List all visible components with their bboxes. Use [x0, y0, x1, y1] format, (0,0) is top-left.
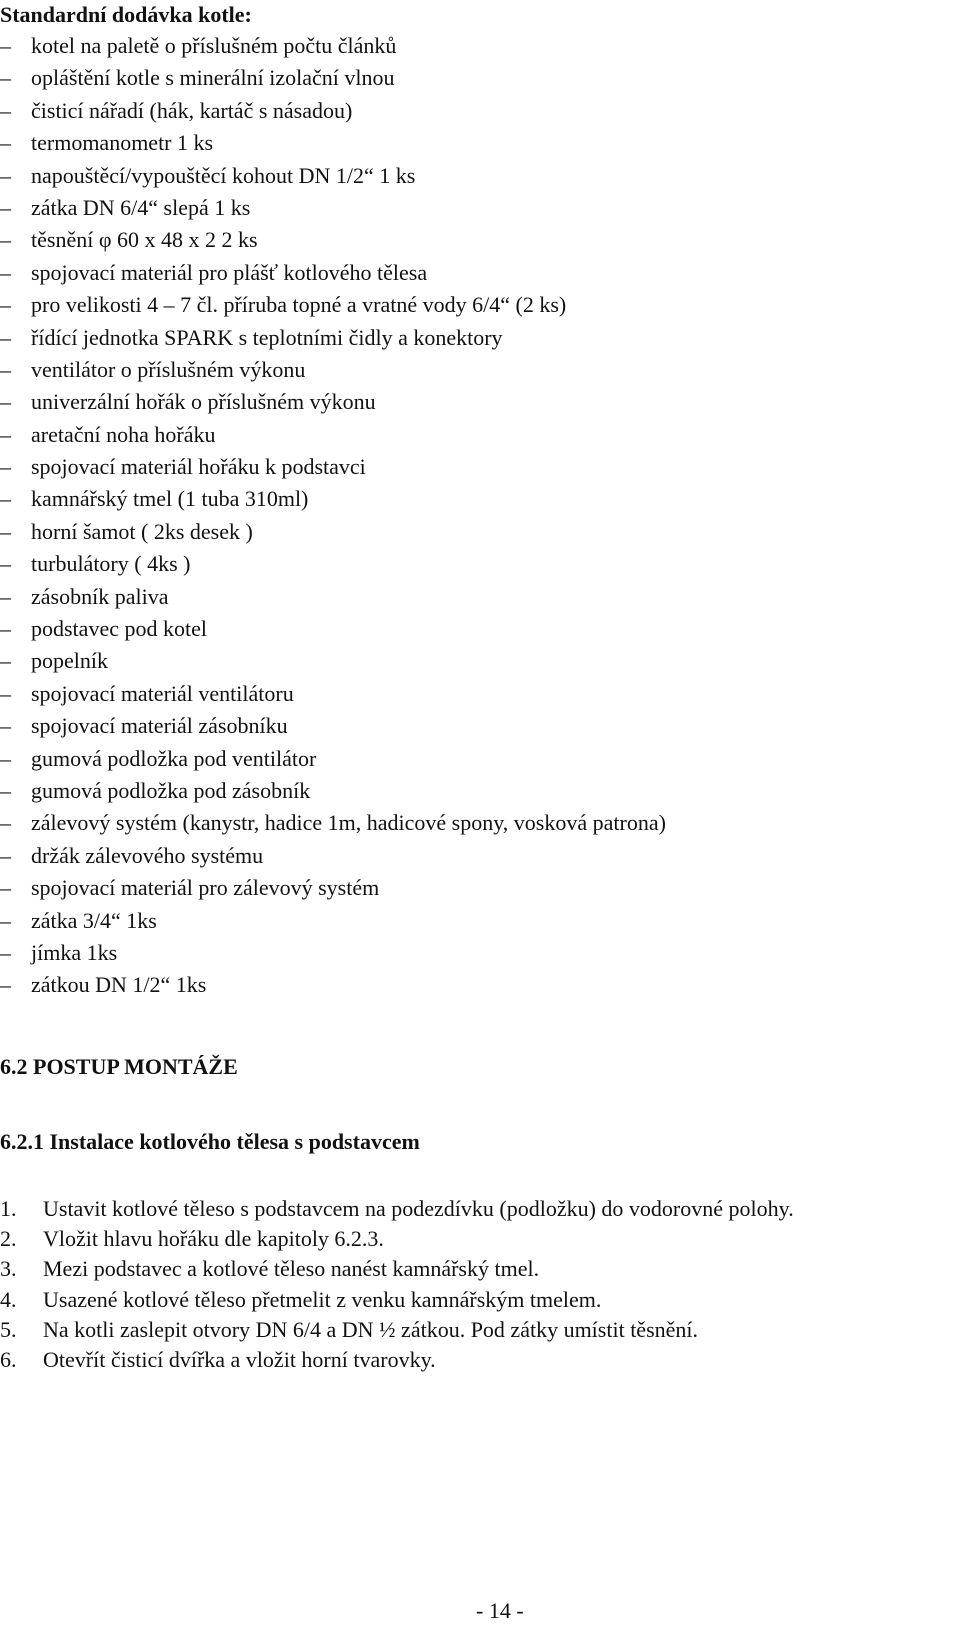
list-item-text: jímka 1ks	[31, 939, 118, 965]
list-item-text: těsnění φ 60 x 48 x 2 2 ks	[31, 227, 258, 253]
list-item	[0, 451, 666, 483]
step-item	[0, 1254, 794, 1284]
dash-bullet: –	[0, 421, 11, 447]
list-item-text: univerzální hořák o příslušném výkonu	[31, 389, 376, 415]
steps-list	[0, 1194, 794, 1375]
step-text: Otevřít čisticí dvířka a vložit horní tvarovky.	[43, 1346, 436, 1372]
dash-bullet: –	[0, 486, 11, 512]
list-item	[0, 581, 666, 613]
list-item	[0, 354, 666, 386]
delivery-heading: Standardní dodávka kotle:	[0, 2, 252, 27]
dash-bullet: –	[0, 939, 11, 965]
list-item	[0, 678, 666, 710]
list-item-text: spojovací materiál zásobníku	[31, 713, 288, 739]
list-item-text: spojovací materiál ventilátoru	[31, 680, 294, 706]
list-item-text: gumová podložka pod zásobník	[31, 777, 311, 803]
list-item-text: aretační noha hořáku	[31, 421, 216, 447]
step-item	[0, 1224, 794, 1254]
list-item	[0, 289, 666, 321]
list-item	[0, 710, 666, 742]
list-item	[0, 483, 666, 515]
dash-bullet: –	[0, 518, 11, 544]
step-number: 2.	[0, 1226, 17, 1252]
list-item	[0, 127, 666, 159]
list-item	[0, 645, 666, 677]
list-item	[0, 160, 666, 192]
list-item	[0, 95, 666, 127]
step-item	[0, 1194, 794, 1224]
list-item-text: zásobník paliva	[31, 583, 169, 609]
list-item-text: spojovací materiál pro plášť kotlového tělesa	[31, 259, 428, 285]
list-item	[0, 548, 666, 580]
list-item-text: zálevový systém (kanystr, hadice 1m, hadicové spony, vosková patrona)	[31, 810, 666, 836]
step-item	[0, 1285, 794, 1315]
step-text: Usazené kotlové těleso přetmelit z venku kamnářským tmelem.	[43, 1286, 602, 1312]
step-item	[0, 1315, 794, 1345]
step-number: 3.	[0, 1256, 17, 1282]
list-item	[0, 937, 666, 969]
list-item	[0, 905, 666, 937]
step-text: Mezi podstavec a kotlové těleso nanést kamnářský tmel.	[43, 1256, 540, 1282]
dash-bullet: –	[0, 65, 11, 91]
step-text: Ustavit kotlové těleso s podstavcem na podezdívku (podložku) do vodorovné polohy.	[43, 1196, 794, 1221]
list-item-text: gumová podložka pod ventilátor	[31, 745, 317, 771]
step-number: 4.	[0, 1286, 17, 1312]
dash-bullet: –	[0, 745, 11, 771]
list-item	[0, 419, 666, 451]
dash-bullet: –	[0, 130, 11, 156]
step-number: 5.	[0, 1316, 17, 1342]
dash-bullet: –	[0, 777, 11, 803]
dash-bullet: –	[0, 162, 11, 188]
dash-bullet: –	[0, 648, 11, 674]
page-number: - 14 -	[476, 1598, 524, 1623]
section-subtitle: 6.2.1 Instalace kotlového tělesa s podstavcem	[0, 1129, 420, 1154]
step-item	[0, 1345, 794, 1375]
dash-bullet: –	[0, 292, 11, 318]
dash-bullet: –	[0, 713, 11, 739]
step-number: 1.	[0, 1196, 17, 1221]
list-item-text: kotel na paletě o příslušném počtu článků	[31, 33, 397, 58]
list-item-text: napouštěcí/vypouštěcí kohout DN 1/2“ 1 ks	[31, 162, 416, 188]
dash-bullet: –	[0, 194, 11, 220]
list-item	[0, 516, 666, 548]
dash-bullet: –	[0, 33, 11, 58]
list-item-text: turbulátory ( 4ks )	[31, 551, 191, 577]
step-text: Vložit hlavu hořáku dle kapitoly 6.2.3.	[43, 1226, 384, 1252]
list-item-text: ventilátor o příslušném výkonu	[31, 356, 306, 382]
dash-bullet: –	[0, 454, 11, 480]
list-item-text: řídící jednotka SPARK s teplotními čidly a konektory	[31, 324, 503, 350]
dash-bullet: –	[0, 972, 11, 998]
list-item-text: spojovací materiál hořáku k podstavci	[31, 454, 366, 480]
list-item	[0, 872, 666, 904]
list-item-text: horní šamot ( 2ks desek )	[31, 518, 253, 544]
list-item	[0, 807, 666, 839]
list-item-text: držák zálevového systému	[31, 842, 264, 868]
list-item-text: kamnářský tmel (1 tuba 310ml)	[31, 486, 309, 512]
section-title: 6.2 POSTUP MONTÁŽE	[0, 1054, 238, 1079]
dash-bullet: –	[0, 583, 11, 609]
list-item-text: pro velikosti 4 – 7 čl. příruba topné a vratné vody 6/4“ (2 ks)	[31, 292, 567, 318]
step-text: Na kotli zaslepit otvory DN 6/4 a DN ½ zátkou. Pod zátky umístit těsnění.	[43, 1316, 699, 1342]
list-item	[0, 62, 666, 94]
list-item	[0, 192, 666, 224]
list-item-text: popelník	[31, 648, 108, 674]
list-item	[0, 30, 666, 62]
dash-bullet: –	[0, 389, 11, 415]
dash-bullet: –	[0, 842, 11, 868]
dash-bullet: –	[0, 810, 11, 836]
dash-bullet: –	[0, 616, 11, 642]
list-item-text: termomanometr 1 ks	[31, 130, 214, 156]
dash-bullet: –	[0, 259, 11, 285]
dash-bullet: –	[0, 907, 11, 933]
list-item	[0, 775, 666, 807]
list-item-text: zátka 3/4“ 1ks	[31, 907, 157, 933]
list-item	[0, 386, 666, 418]
dash-bullet: –	[0, 97, 11, 123]
dash-bullet: –	[0, 227, 11, 253]
list-item	[0, 224, 666, 256]
dash-bullet: –	[0, 680, 11, 706]
dash-bullet: –	[0, 875, 11, 901]
list-item	[0, 743, 666, 775]
list-item	[0, 257, 666, 289]
dash-bullet: –	[0, 551, 11, 577]
list-item-text: čisticí nářadí (hák, kartáč s násadou)	[31, 97, 353, 123]
list-item	[0, 969, 666, 1001]
dash-bullet: –	[0, 356, 11, 382]
delivery-list	[0, 30, 666, 1002]
list-item-text: zátkou DN 1/2“ 1ks	[31, 972, 207, 998]
list-item	[0, 840, 666, 872]
list-item-text: opláštění kotle s minerální izolační vlnou	[31, 65, 395, 91]
step-number: 6.	[0, 1346, 17, 1372]
list-item-text: zátka DN 6/4“ slepá 1 ks	[31, 194, 251, 220]
list-item	[0, 322, 666, 354]
list-item-text: podstavec pod kotel	[31, 616, 207, 642]
list-item-text: spojovací materiál pro zálevový systém	[31, 875, 380, 901]
list-item	[0, 613, 666, 645]
dash-bullet: –	[0, 324, 11, 350]
